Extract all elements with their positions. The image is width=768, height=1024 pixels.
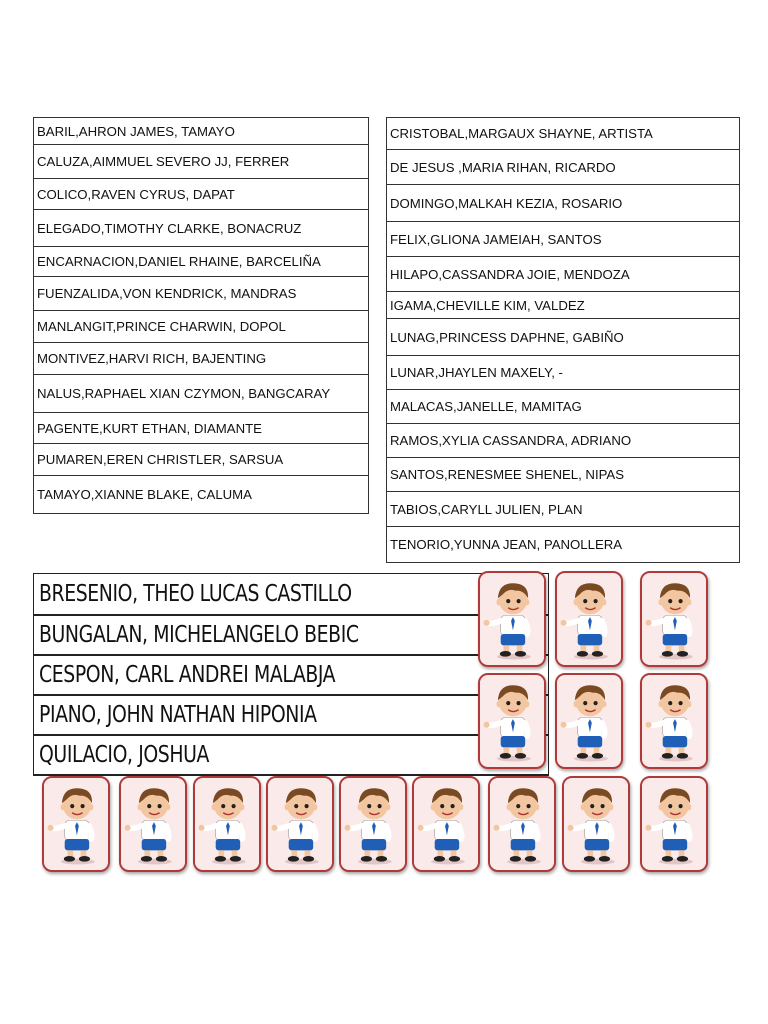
name-row: FELIX,GLIONA JAMEIAH, SANTOS (387, 222, 739, 257)
name-row: ELEGADO,TIMOTHY CLARKE, BONACRUZ (34, 210, 368, 247)
featured-name-text: BRESENIO, THEO LUCAS CASTILLO (39, 581, 352, 607)
name-row: LUNAG,PRINCESS DAPHNE, GABIÑO (387, 319, 739, 356)
schoolboy-icon (339, 776, 407, 872)
name-row: RAMOS,XYLIA CASSANDRA, ADRIANO (387, 424, 739, 458)
name-row: MANLANGIT,PRINCE CHARWIN, DOPOL (34, 311, 368, 343)
schoolboy-icon (478, 571, 546, 667)
name-row: CALUZA,AIMMUEL SEVERO JJ, FERRER (34, 145, 368, 179)
featured-name-text: QUILACIO, JOSHUA (39, 742, 209, 768)
featured-name-text: PIANO, JOHN NATHAN HIPONIA (39, 702, 317, 728)
name-row: IGAMA,CHEVILLE KIM, VALDEZ (387, 292, 739, 319)
name-row: MALACAS,JANELLE, MAMITAG (387, 390, 739, 424)
name-row: CRISTOBAL,MARGAUX SHAYNE, ARTISTA (387, 118, 739, 150)
name-row: PAGENTE,KURT ETHAN, DIAMANTE (34, 413, 368, 444)
schoolboy-icon (193, 776, 261, 872)
featured-name-text: CESPON, CARL ANDREI MALABJA (39, 662, 336, 688)
name-row: PUMAREN,EREN CHRISTLER, SARSUA (34, 444, 368, 476)
left-name-table (33, 117, 369, 514)
name-row: TENORIO,YUNNA JEAN, PANOLLERA (390, 537, 623, 552)
featured-name-row (34, 654, 548, 694)
schoolboy-icon (555, 571, 623, 667)
name-row: NALUS,RAPHAEL XIAN CZYMON, BANGCARAY (34, 375, 368, 413)
schoolboy-icon (640, 673, 708, 769)
name-row: DE JESUS ,MARIA RIHAN, RICARDO (387, 150, 739, 185)
schoolboy-icon (42, 776, 110, 872)
name-row: COLICO,RAVEN CYRUS, DAPAT (34, 179, 368, 210)
name-row: SANTOS,RENESMEE SHENEL, NIPAS (387, 458, 739, 492)
name-row: HILAPO,CASSANDRA JOIE, MENDOZA (387, 257, 739, 292)
right-name-table (386, 117, 740, 563)
schoolboy-icon (562, 776, 630, 872)
schoolboy-icon (478, 673, 546, 769)
schoolboy-icon (640, 776, 708, 872)
schoolboy-icon (266, 776, 334, 872)
name-row: DOMINGO,MALKAH KEZIA, ROSARIO (387, 185, 739, 222)
name-row: LUNAR,JHAYLEN MAXELY, - (387, 356, 739, 390)
name-row: BARIL,AHRON JAMES, TAMAYO (34, 118, 368, 145)
schoolboy-icon (640, 571, 708, 667)
schoolboy-icon (488, 776, 556, 872)
name-row: ENCARNACION,DANIEL RHAINE, BARCELIÑA (34, 247, 368, 277)
name-row: TABIOS,CARYLL JULIEN, PLAN (387, 492, 739, 527)
name-row: FUENZALIDA,VON KENDRICK, MANDRAS (34, 277, 368, 311)
schoolboy-icon (555, 673, 623, 769)
featured-name-row (34, 574, 548, 614)
featured-name-row (34, 694, 548, 734)
featured-name-row (34, 734, 548, 774)
featured-name-table (33, 573, 549, 776)
schoolboy-icon (412, 776, 480, 872)
featured-name-row (34, 614, 548, 654)
name-row: TAMAYO,XIANNE BLAKE, CALUMA (37, 487, 252, 502)
name-row: MONTIVEZ,HARVI RICH, BAJENTING (34, 343, 368, 375)
featured-name-text: BUNGALAN, MICHELANGELO BEBIC (39, 622, 359, 648)
schoolboy-icon (119, 776, 187, 872)
